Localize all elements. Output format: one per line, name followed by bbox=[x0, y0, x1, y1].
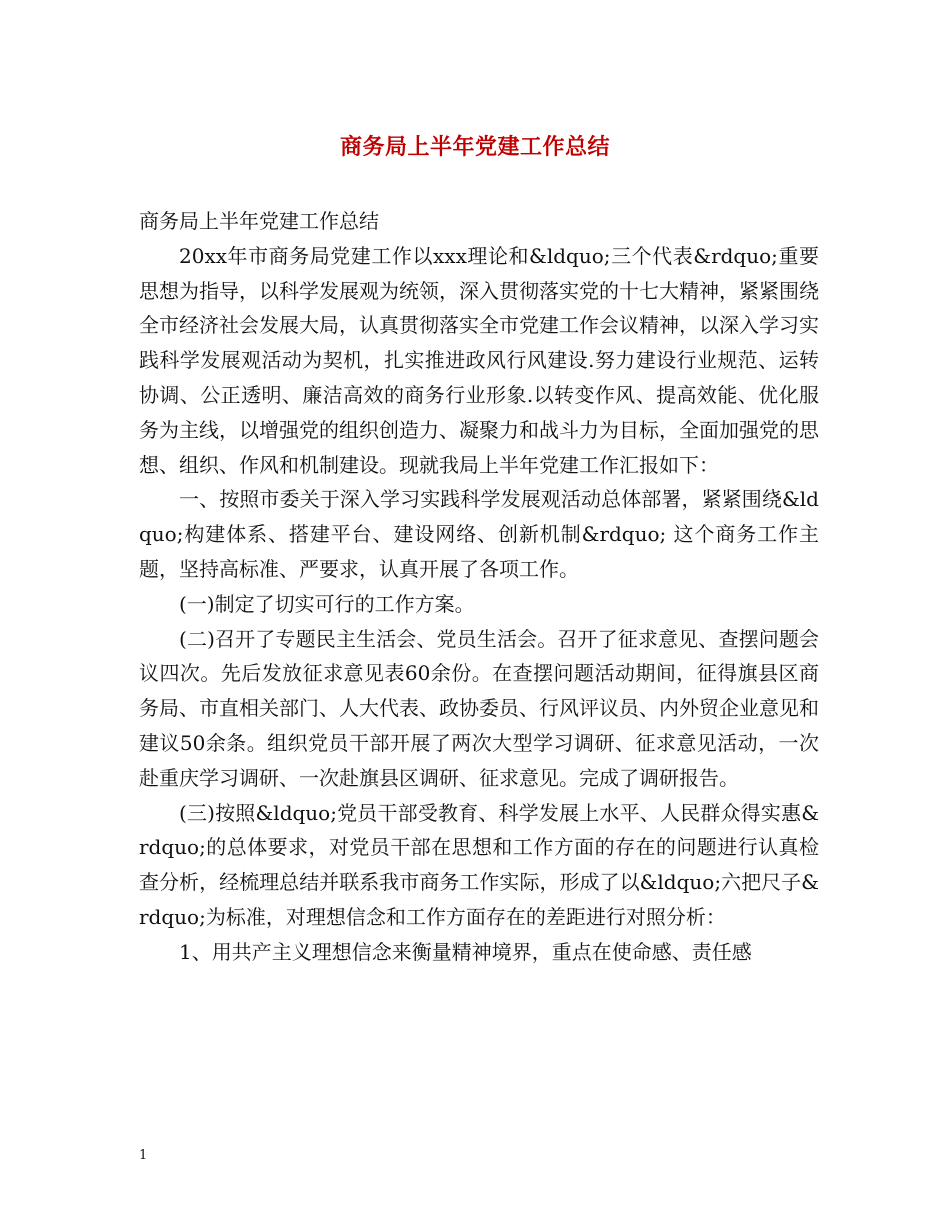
paragraph-item-one: (一)制定了切实可行的工作方案。 bbox=[179, 591, 475, 616]
paragraph-intro: 20xx年市商务局党建工作以xxx理论和&ldquo;三个代表&rdquo;重要思想为指导，以科学发展观为统领，深入贯彻落实党的十七大精神，紧紧围绕全市经济社会发展大局，认真贯彻落实全市党建工作会议精神，以深入学习实践科学发展观活动为契机，扎实推进政风行风建设.努力建设行业规范、运转协调、公正透明、廉洁高效的商务行业形象.以转变作风、提高效能、优化服务为主线，以增强党的组织创造力、凝聚力和战斗力为目标，全面加强党的思想、组织、作风和机制建设。现就我局上半年党建工作汇报如下： bbox=[139, 243, 819, 477]
document-title: 商务局上半年党建工作总结 bbox=[339, 134, 610, 160]
paragraph-point-one: 1、用共产主义理想信念来衡量精神境界，重点在使命感、责任感 bbox=[179, 939, 752, 964]
paragraph-section-one: 一、按照市委关于深入学习实践科学发展观活动总体部署，紧紧围绕&ldquo;构建体系、搭建平台、建设网络、创新机制&rdquo; 这个商务工作主题，坚持高标准、严要求，认真开展了各项工作。 bbox=[139, 487, 819, 581]
page-number: 1 bbox=[139, 1148, 148, 1163]
document-body bbox=[139, 204, 819, 970]
paragraph-item-three: (三)按照&ldquo;党员干部受教育、科学发展上水平、人民群众得实惠&rdquo;的总体要求，对党员干部在思想和工作方面的存在的问题进行认真检查分析，经梳理总结并联系我市商务工作实际，形成了以&ldquo;六把尺子&rdquo;为标准，对理想信念和工作方面存在的差距进行对照分析： bbox=[139, 800, 819, 929]
paragraph-heading: 商务局上半年党建工作总结 bbox=[139, 209, 379, 233]
paragraph-item-two: (二)召开了专题民主生活会、党员生活会。召开了征求意见、查摆问题会议四次。先后发放征求意见表60余份。在查摆问题活动期间，征得旗县区商务局、市直相关部门、人大代表、政协委员、行风评议员、内外贸企业意见和建议50余条。组织党员干部开展了两次大型学习调研、征求意见活动，一次赴重庆学习调研、一次赴旗县区调研、征求意见。完成了调研报告。 bbox=[139, 626, 819, 790]
